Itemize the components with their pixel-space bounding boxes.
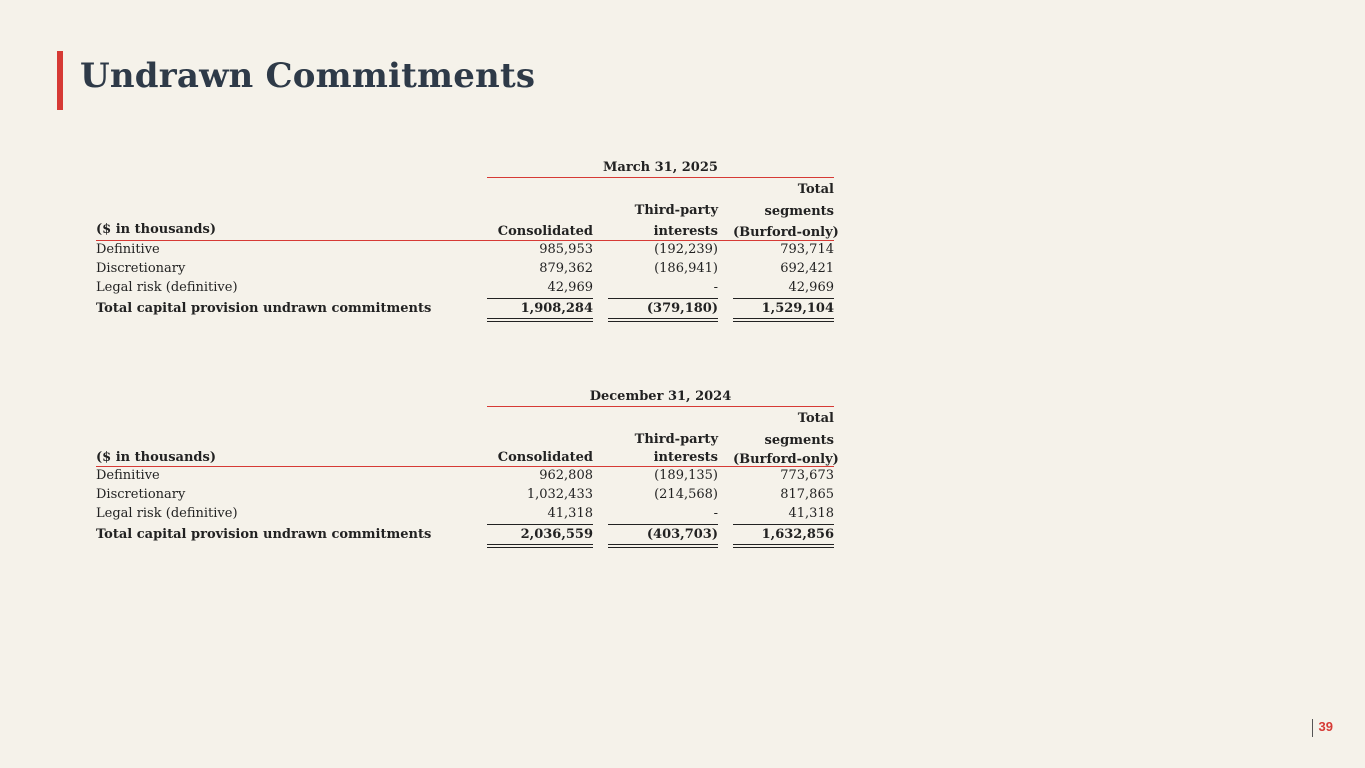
col1-header: Consolidated xyxy=(497,224,593,239)
third-party-value: (186,941) xyxy=(654,261,718,276)
consolidated-total: 1,908,284 xyxy=(520,301,593,316)
col3-header-line1: Total xyxy=(797,182,834,197)
col2-header-line1: Third-party xyxy=(634,432,718,447)
table-row xyxy=(96,261,834,280)
segments-value: 773,673 xyxy=(780,468,834,483)
segments-value: 793,714 xyxy=(780,242,834,257)
col3-header-line3: (Burford-only) xyxy=(733,225,839,240)
subtotal-rule xyxy=(733,524,834,525)
total-label: Total capital provision undrawn commitments xyxy=(96,527,432,542)
page-number: 39 xyxy=(1318,719,1333,734)
col2-header-line2: interests xyxy=(653,224,718,239)
total-double-rule xyxy=(733,544,834,548)
unit-label: ($ in thousands) xyxy=(96,450,216,465)
third-party-value: - xyxy=(713,506,718,521)
unit-label: ($ in thousands) xyxy=(96,222,216,237)
page-number-separator xyxy=(1312,719,1313,737)
segments-total: 1,529,104 xyxy=(761,301,834,316)
consolidated-value: 1,032,433 xyxy=(526,487,593,502)
subtotal-rule xyxy=(608,524,718,525)
header-rule xyxy=(96,240,834,241)
total-double-rule xyxy=(487,544,593,548)
period-header: March 31, 2025 xyxy=(487,160,834,178)
subtotal-rule xyxy=(733,298,834,299)
row-label: Discretionary xyxy=(96,487,186,502)
third-party-value: (214,568) xyxy=(654,487,718,502)
total-double-rule xyxy=(733,318,834,322)
table-row xyxy=(96,506,834,525)
consolidated-value: 42,969 xyxy=(547,280,593,295)
segments-total: 1,632,856 xyxy=(761,527,834,542)
row-label: Definitive xyxy=(96,242,160,257)
consolidated-total: 2,036,559 xyxy=(520,527,593,542)
third-party-value: - xyxy=(713,280,718,295)
total-label: Total capital provision undrawn commitments xyxy=(96,301,432,316)
period-header: December 31, 2024 xyxy=(487,389,834,407)
segments-value: 41,318 xyxy=(788,506,834,521)
subtotal-rule xyxy=(487,524,593,525)
total-double-rule xyxy=(608,318,718,322)
third-party-value: (192,239) xyxy=(654,242,718,257)
third-party-total: (403,703) xyxy=(646,527,718,542)
consolidated-value: 962,808 xyxy=(539,468,593,483)
consolidated-value: 41,318 xyxy=(547,506,593,521)
col1-header: Consolidated xyxy=(497,450,593,465)
col2-header-line2: interests xyxy=(653,450,718,465)
col3-header-line2: segments xyxy=(764,433,834,448)
col2-header-line1: Third-party xyxy=(634,203,718,218)
col3-header-line3: (Burford-only) xyxy=(733,452,839,467)
total-row xyxy=(96,301,834,320)
segments-value: 817,865 xyxy=(780,487,834,502)
segments-value: 692,421 xyxy=(780,261,834,276)
title-accent-bar xyxy=(57,51,63,110)
table-row xyxy=(96,487,834,506)
total-double-rule xyxy=(487,318,593,322)
row-label: Legal risk (definitive) xyxy=(96,506,238,521)
subtotal-rule xyxy=(608,298,718,299)
col3-header-line2: segments xyxy=(764,204,834,219)
segments-value: 42,969 xyxy=(788,280,834,295)
row-label: Discretionary xyxy=(96,261,186,276)
subtotal-rule xyxy=(487,298,593,299)
row-label: Definitive xyxy=(96,468,160,483)
table-row xyxy=(96,468,834,487)
page-title: Undrawn Commitments xyxy=(80,56,536,96)
third-party-total: (379,180) xyxy=(646,301,718,316)
consolidated-value: 879,362 xyxy=(539,261,593,276)
third-party-value: (189,135) xyxy=(654,468,718,483)
table-row xyxy=(96,280,834,299)
col3-header-line1: Total xyxy=(797,411,834,426)
total-row xyxy=(96,527,834,546)
header-rule xyxy=(96,466,834,467)
row-label: Legal risk (definitive) xyxy=(96,280,238,295)
table-row xyxy=(96,242,834,261)
total-double-rule xyxy=(608,544,718,548)
consolidated-value: 985,953 xyxy=(539,242,593,257)
